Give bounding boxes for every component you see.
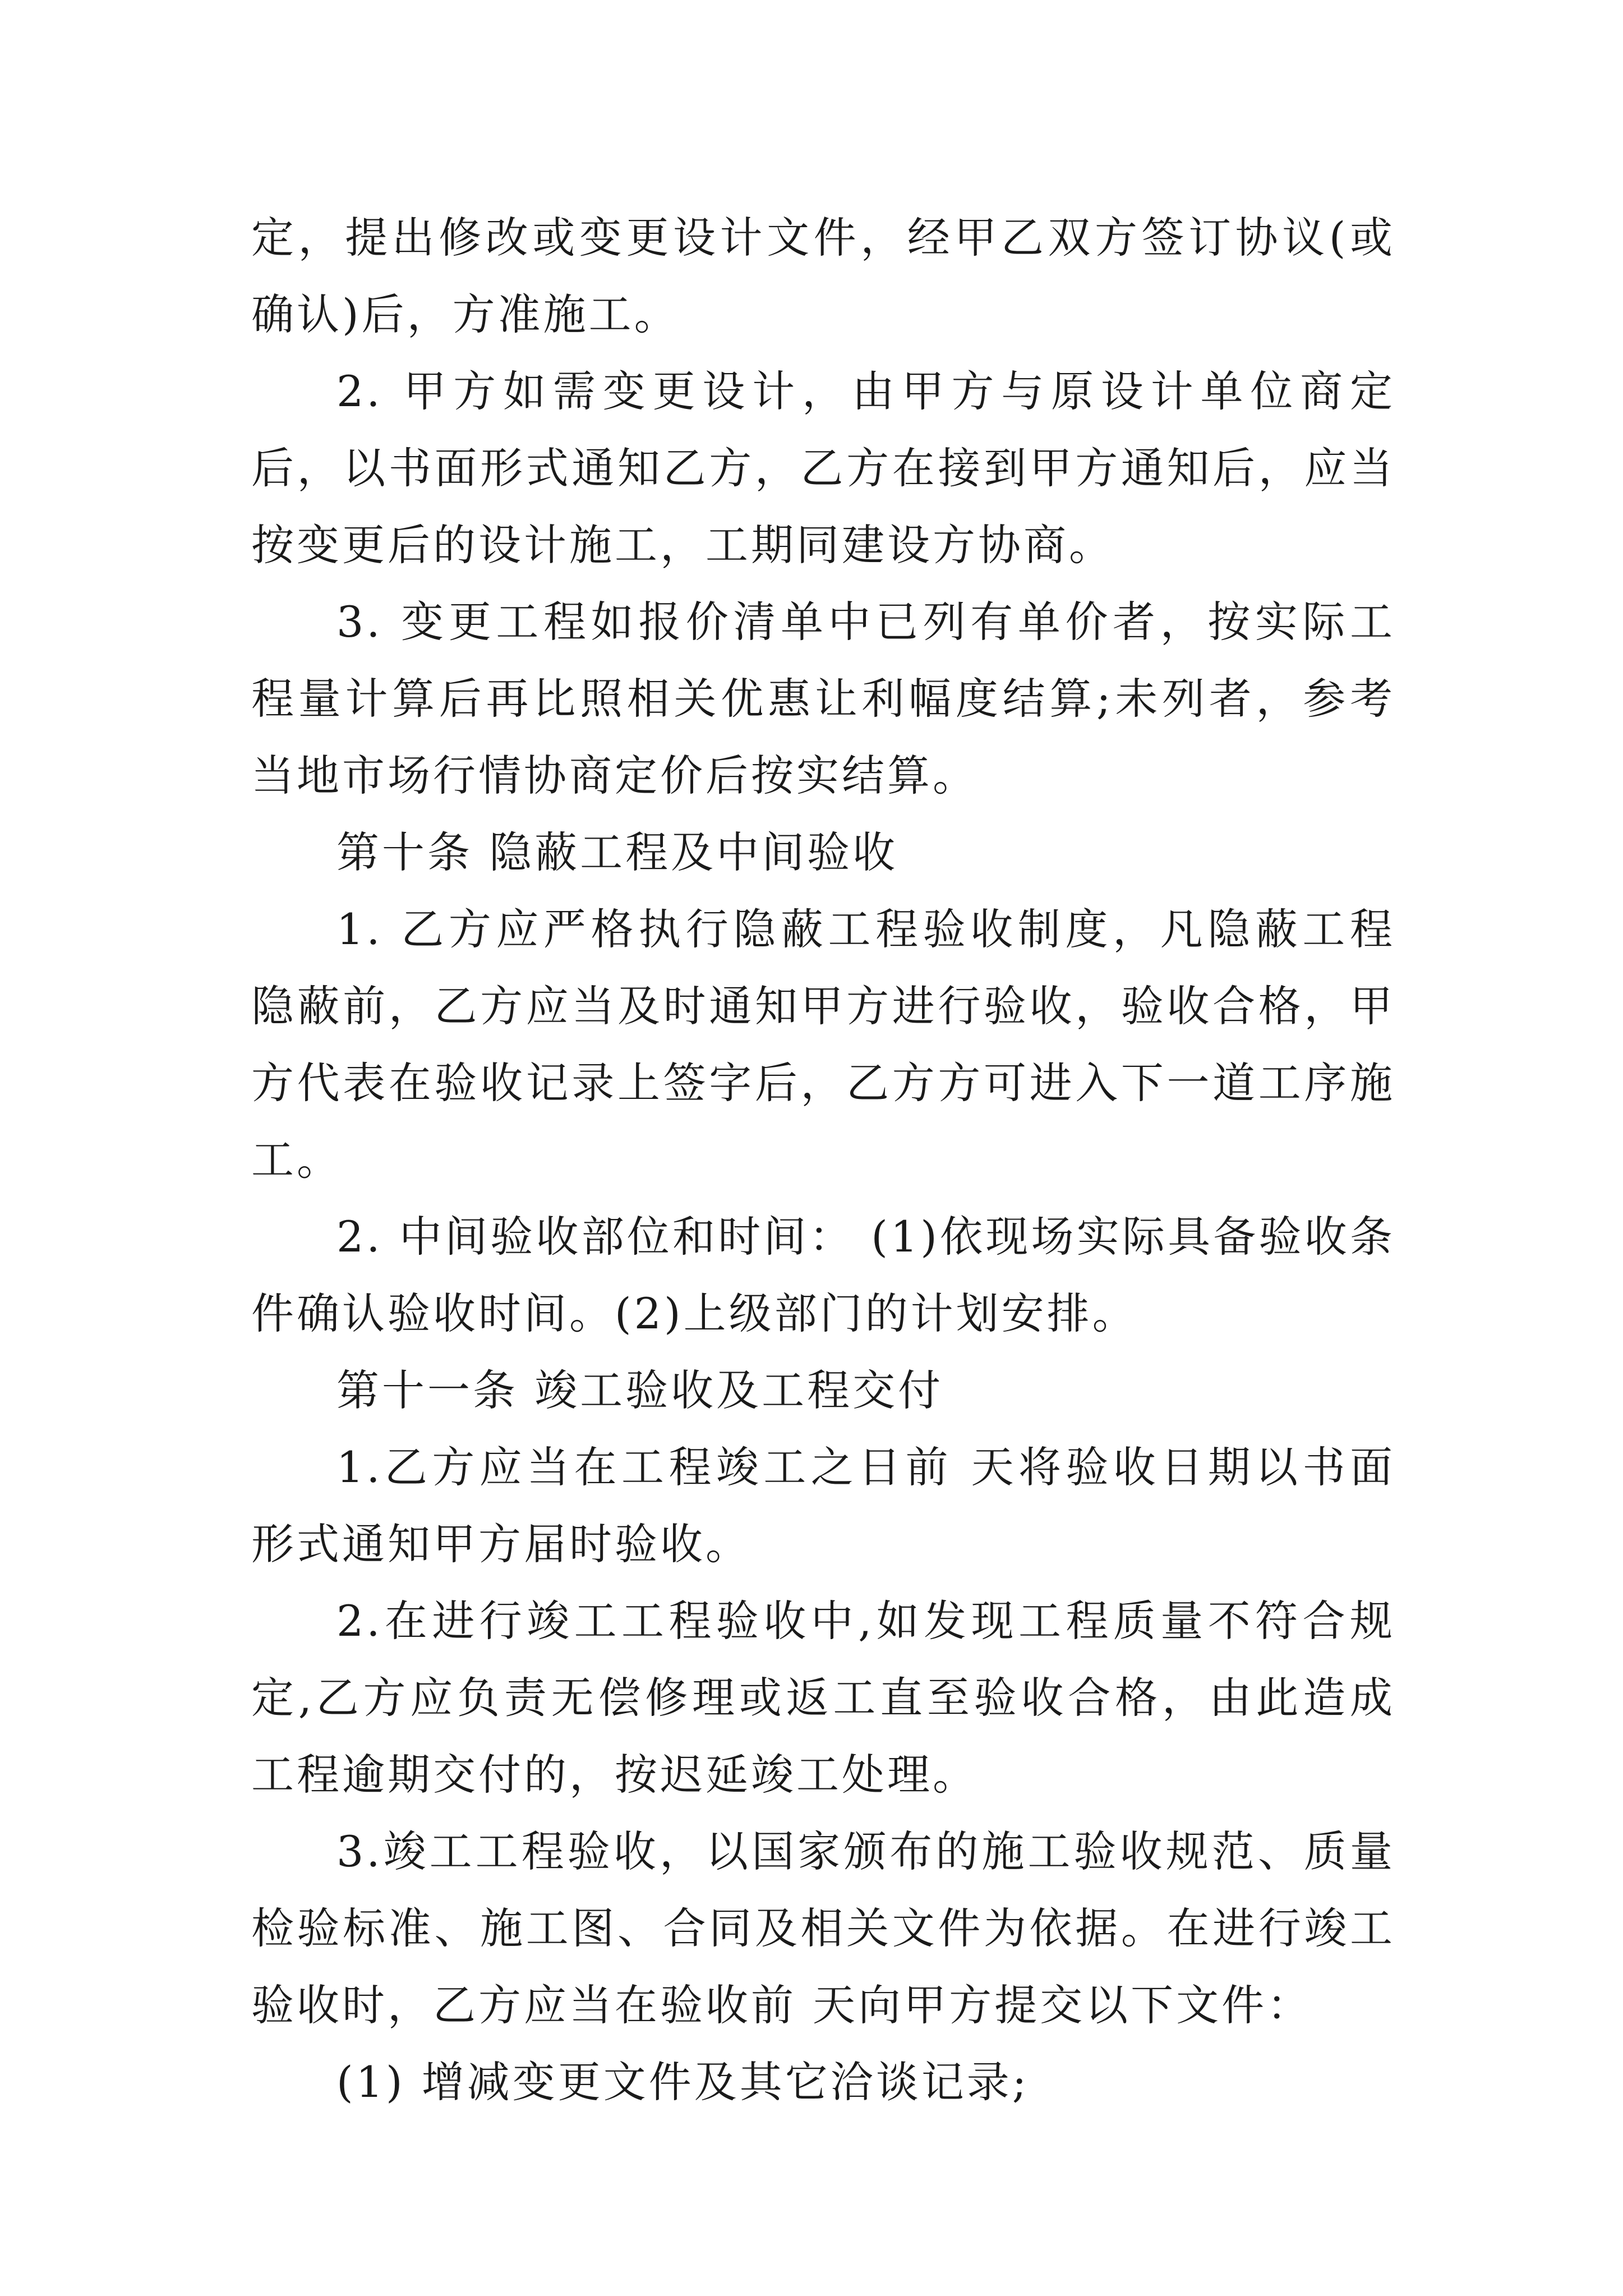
paragraph-clause-10-1: 1. 乙方应严格执行隐蔽工程验收制度，凡隐蔽工程隐蔽前，乙方应当及时通知甲方进行验收，验收合格，甲方代表在验收记录上签字后，乙方方可进入下一道工序施工。: [251, 904, 1395, 1185]
paragraph-continuation: 定，提出修改或变更设计文件，经甲乙双方签订协议(或确认)后，方准施工。: [251, 213, 1395, 339]
paragraph-clause-9-2: 2. 甲方如需变更设计，由甲方与原设计单位商定后，以书面形式通知乙方，乙方在接到甲方通知后，应当按变更后的设计施工，工期同建设方协商。: [251, 366, 1395, 570]
document-body: [251, 199, 1395, 2120]
paragraph-item-1: (1) 增减变更文件及其它洽谈记录;: [336, 2057, 1030, 2107]
paragraph-clause-11-3: 3.竣工工程验收，以国家颁布的施工验收规范、质量检验标准、施工图、合同及相关文件为依据。在进行竣工验收时，乙方应当在验收前 天向甲方提交以下文件：: [251, 1826, 1395, 2030]
paragraph-clause-11-2: 2.在进行竣工工程验收中,如发现工程质量不符合规定,乙方应负责无偿修理或返工直至验收合格，由此造成工程逾期交付的，按迟延竣工处理。: [251, 1596, 1395, 1800]
article-11-heading: 第十一条 竣工验收及工程交付: [336, 1365, 944, 1415]
paragraph-clause-9-3: 3. 变更工程如报价清单中已列有单价者，按实际工程量计算后再比照相关优惠让利幅度结算;未列者，参考当地市场行情协商定价后按实结算。: [251, 597, 1395, 800]
paragraph-clause-10-2: 2. 中间验收部位和时间： (1)依现场实际具备验收条件确认验收时间。(2)上级部门的计划安排。: [251, 1212, 1395, 1338]
paragraph-clause-11-1: 1.乙方应当在工程竣工之日前 天将验收日期以书面形式通知甲方届时验收。: [251, 1442, 1395, 1569]
article-10-heading: 第十条 隐蔽工程及中间验收: [336, 827, 898, 877]
